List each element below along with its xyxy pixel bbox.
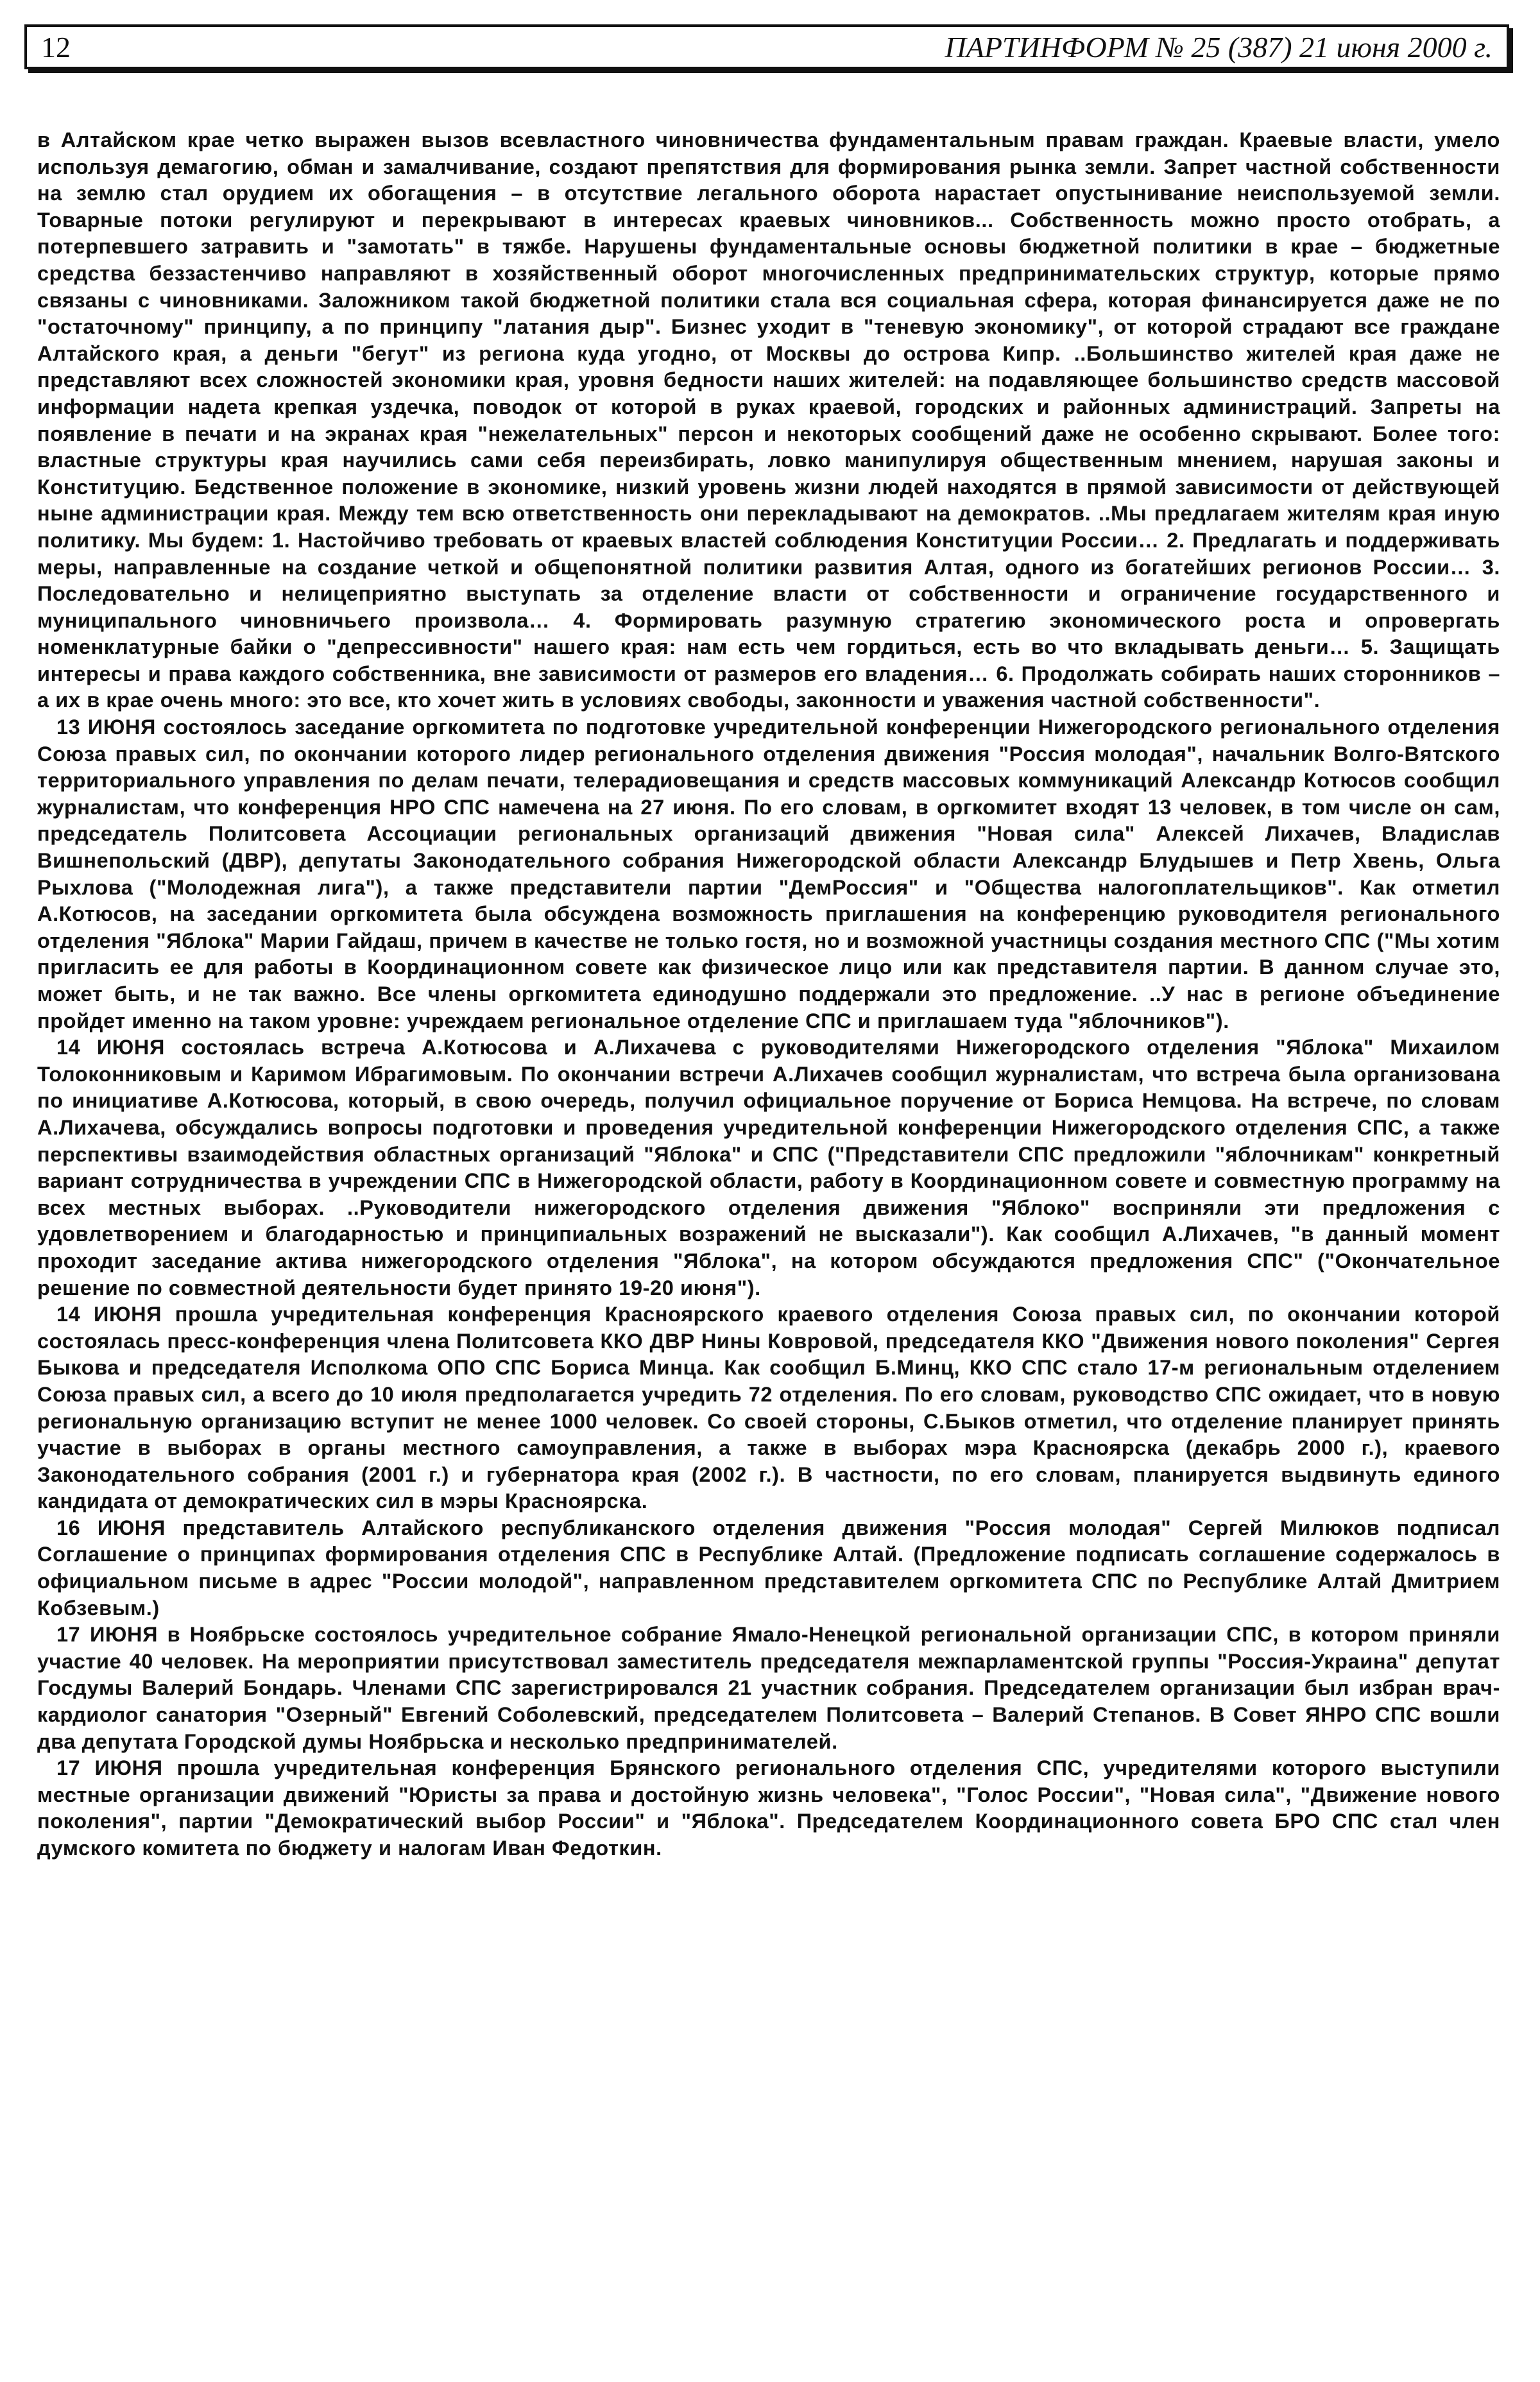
paragraph-june-16: 16 ИЮНЯ представитель Алтайского республиканского отделения движения "Россия молодая" Сергей Милюков подписал Соглашение о принципах формирования отделения СПС в Республике Алтай. (Предложение подписать соглашение содержалось в официальном письме в адрес "России молодой", направленном представителем оргкомитета СПС по Республике Алтай Дмитрием Кобзевым.) — [37, 1516, 1500, 1620]
page-number: 12 — [41, 30, 71, 64]
paragraph-june-17-bryansk: 17 ИЮНЯ прошла учредительная конференция Брянского регионального отделения СПС, учредителями которого выступили местные организации движений "Юристы за права и достойную жизнь человека", "Голос России", "Новая сила", "Движение нового поколения", партии "Демократический выбор России" и "Яблока". Председателем Координационного совета БРО СПС стал член думского комитета по бюджету и налогам Иван Федоткин. — [37, 1756, 1500, 1860]
paragraph-june-14-krasnoyarsk: 14 ИЮНЯ прошла учредительная конференция Красноярского краевого отделения Союза правых сил, по окончании которой состоялась пресс-конференция члена Политсовета ККО ДВР Нины Ковровой, председателя ККО "Движения нового поколения" Сергея Быкова и председателя Исполкома ОПО СПС Бориса Минца. Как сообщил Б.Минц, ККО СПС стало 17-м региональным отделением Союза правых сил, а всего до 10 июля предполагается учредить 72 отделения. По его словам, руководство СПС ожидает, что в новую региональную организацию вступит не менее 1000 человек. Со своей стороны, С.Быков отметил, что отделение планирует принять участие в выборах в органы местного самоуправления, а также в выборах мэра Красноярска (декабрь 2000 г.), краевого Законодательного собрания (2001 г.) и губернатора края (2002 г.). В частности, по его словам, планируется выдвинуть единого кандидата от демократических сил в мэры Красноярска. — [37, 1303, 1500, 1513]
page-header — [24, 24, 1509, 69]
paragraph-june-17-noyabrsk: 17 ИЮНЯ в Ноябрьске состоялось учредительное собрание Ямало-Ненецкой региональной организации СПС, в котором приняли участие 40 человек. На мероприятии присутствовал заместитель председателя межпарламентской группы "Россия-Украина" депутат Госдумы Валерий Бондарь. Членами СПС зарегистрировался 21 участник собрания. Председателем организации был избран врач-кардиолог санатория "Озерный" Евгений Соболевский, председателем Политсовета – Валерий Степанов. В Совет ЯНРО СПС вошли два депутата Городской думы Ноябрьска и несколько предпринимателей. — [37, 1623, 1500, 1753]
paragraph-altai: в Алтайском крае четко выражен вызов всевластного чиновничества фундаментальным правам граждан. Краевые власти, умело используя демагогию, обман и замалчивание, создают препятствия для формирования рынка земли. Запрет частной собственности на землю стал орудием их обогащения – в отсутствие легального оборота нарастает опустынивание неиспользуемой земли. Товарные потоки регулируют и перекрывают в интересах краевых чиновников... Собственность можно просто отобрать, а потерпевшего затравить и "замотать" в тяжбе. Нарушены фундаментальные основы бюджетной политики в крае – бюджетные средства беззастенчиво направляют в хозяйственный оборот многочисленных предпринимательских структур, которые прямо связаны с чиновниками. Заложником такой бюджетной политики стала вся социальная сфера, которая финансируется даже не по "остаточному" принципу, а по принципу "латания дыр". Бизнес уходит в "теневую экономику", от которой страдают все граждане Алтайского края, а деньги "бегут" из региона куда угодно, от Москвы до острова Кипр. ..Большинство жителей края даже не представляют всех сложностей экономики края, уровня бедности наших жителей: на подавляющее большинство средств массовой информации надета крепкая уздечка, поводок от которой в руках краевой, городских и районных администраций. Запреты на появление в печати и на экранах края "нежелательных" персон и некоторых сообщений даже не особенно скрывают. Более того: властные структуры края научились сами себя переизбирать, ловко манипулируя общественным мнением, нарушая законы и Конституцию. Бедственное положение в экономике, низкий уровень жизни людей находятся в прямой зависимости от действующей ныне администрации края. Между тем всю ответственность они перекладывают на демократов. ..Мы предлагаем жителям края иную политику. Мы будем: 1. Настойчиво требовать от краевых властей соблюдения Конституции России… 2. Предлагать и поддерживать меры, направленные на создание четкой и общепонятной политики развития Алтая, одного из богатейших регионов России… 3. Последовательно и нелицеприятно выступать за отделение власти от собственности и ограничение государственного и муниципального чиновничьего произвола… 4. Формировать разумную стратегию экономического роста и опровергать номенклатурные байки о "депрессивности" нашего края: нам есть чем гордиться, есть во что вкладывать деньги… 5. Защищать интересы и права каждого собственника, вне зависимости от размеров его владения… 6. Продолжать собирать наших сторонников – а их в крае очень много: это все, кто хочет жить в условиях свободы, законности и уважения частной собственности". — [37, 128, 1500, 712]
paragraph-june-13: 13 ИЮНЯ состоялось заседание оргкомитета по подготовке учредительной конференции Нижегородского регионального отделения Союза правых сил, по окончании которого лидер регионального отделения движения "Россия молодая", начальник Волго-Вятского территориального управления по делам печати, телерадиовещания и средств массовых коммуникаций Александр Котюсов сообщил журналистам, что конференция НРО СПС намечена на 27 июня. По его словам, в оргкомитет входят 13 человек, в том числе он сам, председатель Политсовета Ассоциации региональных организаций движения "Новая сила" Алексей Лихачев, Владислав Вишнепольский (ДВР), депутаты Законодательного собрания Нижегородской области Александр Блудышев и Петр Хвень, Ольга Рыхлова ("Молодежная лига"), а также представители партии "ДемРоссия" и "Общества налогоплательщиков". Как отметил А.Котюсов, на заседании оргкомитета была обсуждена возможность приглашения на конференцию руководителя регионального отделения "Яблока" Марии Гайдаш, причем в качестве не только гостя, но и возможной участницы создания местного СПС ("Мы хотим пригласить ее для работы в Координационном совете как физическое лицо или как представителя партии. В данном случае это, может быть, и не так важно. Все члены оргкомитета единодушно поддержали это предложение. ..У нас в регионе объединение пройдет именно на таком уровне: учреждаем региональное отделение СПС и приглашаем туда "яблочников"). — [37, 715, 1500, 1032]
article-body — [37, 127, 1500, 1862]
paragraph-june-14-nizhny: 14 ИЮНЯ состоялась встреча А.Котюсова и А.Лихачева с руководителями Нижегородского отделения "Яблока" Михаилом Толоконниковым и Каримом Ибрагимовым. По окончании встречи А.Лихачев сообщил журналистам, что встреча была организована по инициативе А.Котюсова, который, в свою очередь, получил официальное поручение от Бориса Немцова. На встрече, по словам А.Лихачева, обсуждались вопросы подготовки и проведения учредительной конференции Нижегородского отделения СПС, а также перспективы взаимодействия областных организаций "Яблока" и СПС ("Представители СПС предложили "яблочникам" конкретный вариант сотрудничества в учреждении СПС в Нижегородской области, работу в Координационном совете и совместную программу на всех местных выборах. ..Руководители нижегородского отделения движения "Яблоко" восприняли эти предложения с удовлетворением и благодарностью и принципиальных возражений не высказали"). Как сообщил А.Лихачев, "в данный момент проходит заседание актива нижегородского отделения "Яблока", на котором обсуждаются предложения СПС" ("Окончательное решение по совместной деятельности будет принято 19-20 июня"). — [37, 1036, 1500, 1299]
publication-issue: ПАРТИНФОРМ № 25 (387) 21 июня 2000 г. — [945, 30, 1493, 64]
